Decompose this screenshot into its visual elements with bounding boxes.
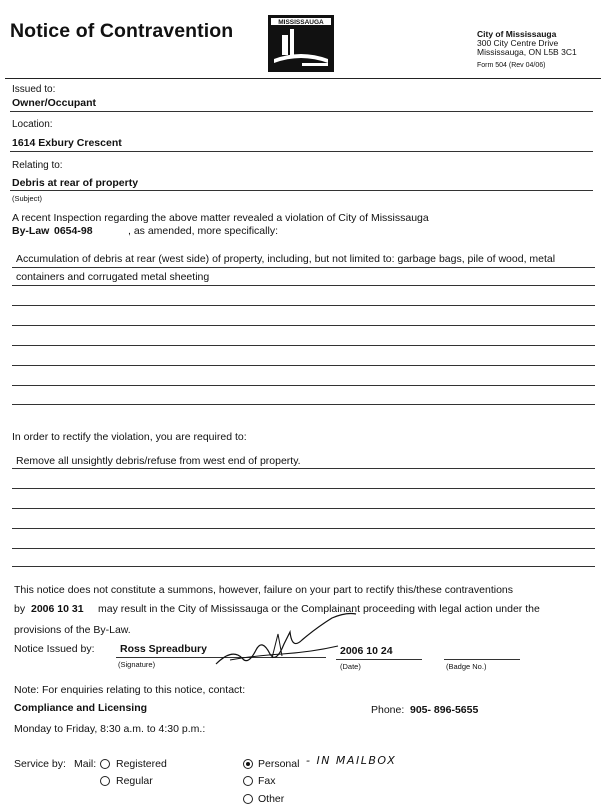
details-rule [12, 305, 595, 306]
regular-label: Regular [116, 775, 153, 787]
rectify-rule [12, 508, 595, 509]
summons-text-line-1: This notice does not constitute a summons, however, failure on your part to rectify this/these contraventions [14, 584, 514, 596]
phone-label: Phone: [371, 704, 405, 716]
office-hours: Monday to Friday, 8:30 a.m. to 4:30 p.m.: [14, 723, 206, 735]
summons-by-label: by [14, 603, 26, 615]
regular-radio[interactable] [100, 776, 110, 786]
amended-text: , as amended, more specifically: [128, 225, 278, 237]
officer-name: Ross Spreadbury [120, 643, 207, 655]
details-rule [12, 325, 595, 326]
summons-text-line-2: may result in the City of Mississauga or the Complainant proceeding with legal action under the [98, 603, 540, 615]
other-radio[interactable] [243, 794, 253, 804]
deadline-date: 2006 10 31 [31, 603, 84, 615]
personal-radio[interactable] [243, 759, 253, 769]
bylaw-number: 0654-98 [54, 225, 93, 237]
registered-label: Registered [116, 758, 167, 770]
relating-to-label: Relating to: [12, 160, 63, 171]
badge-caption: (Badge No.) [446, 662, 487, 671]
handwritten-in-mailbox: - IN MAILBOX [306, 754, 397, 767]
address-line-1: 300 City Centre Drive [477, 38, 559, 48]
city-address-block [477, 30, 577, 57]
phone-number: 905- 896-5655 [410, 704, 479, 716]
relating-to-value: Debris at rear of property [12, 177, 139, 189]
violation-details-line-1: Accumulation of debris at rear (west side) of property, including, but not limited to: garbage bags, pile of wood, metal [16, 253, 556, 265]
rectify-action: Remove all unsightly debris/refuse from west end of property. [16, 455, 301, 467]
relating-to-line [10, 190, 593, 191]
details-rule [12, 345, 595, 346]
rectify-rule [12, 528, 595, 529]
fax-radio[interactable] [243, 776, 253, 786]
rectify-intro: In order to rectify the violation, you are required to: [12, 431, 247, 443]
registered-radio[interactable] [100, 759, 110, 769]
details-rule [12, 285, 595, 286]
issue-date: 2006 10 24 [340, 645, 393, 657]
details-rule [12, 267, 595, 268]
logo-text: MISSISSAUGA [278, 19, 324, 26]
enquiries-note: Note: For enquiries relating to this notice, contact: [14, 684, 246, 696]
rectify-rule [12, 488, 595, 489]
department-name: Compliance and Licensing [14, 702, 148, 714]
page-title: Notice of Contravention [10, 20, 234, 42]
location-label: Location: [12, 119, 53, 130]
form-number: Form 504 (Rev 04/06) [477, 62, 546, 69]
issued-to-value: Owner/Occupant [12, 97, 97, 109]
rectify-rule [12, 548, 595, 549]
issued-to-label: Issued to: [12, 84, 56, 95]
details-rule [12, 365, 595, 366]
location-value: 1614 Exbury Crescent [12, 137, 122, 149]
date-line [336, 659, 422, 660]
violation-details-line-2: containers and corrugated metal sheeting [16, 271, 210, 283]
bylaw-label: By-Law [12, 225, 50, 237]
details-rule [12, 385, 595, 386]
fax-label: Fax [258, 775, 276, 787]
date-caption: (Date) [340, 662, 361, 671]
details-rule [12, 404, 595, 405]
violation-intro: A recent Inspection regarding the above matter revealed a violation of City of Mississauga [12, 212, 429, 224]
subject-caption: (Subject) [12, 194, 43, 203]
issued-by-label: Notice Issued by: [14, 643, 95, 655]
service-by-label: Service by: [14, 758, 66, 770]
signature-caption: (Signature) [118, 660, 156, 669]
address-line-2: Mississauga, ON L5B 3C1 [477, 47, 577, 57]
summons-text-line-3: provisions of the By-Law. [14, 624, 131, 636]
rectify-rule [12, 566, 595, 567]
mississauga-logo [268, 15, 334, 72]
location-line [10, 151, 593, 152]
city-name: City of Mississauga [477, 29, 557, 39]
mail-label: Mail: [74, 758, 97, 770]
other-label: Other [258, 793, 285, 805]
header-divider [5, 78, 601, 79]
badge-line [444, 659, 520, 660]
issued-to-line [10, 111, 593, 112]
personal-label: Personal [258, 758, 300, 770]
rectify-rule [12, 468, 595, 469]
